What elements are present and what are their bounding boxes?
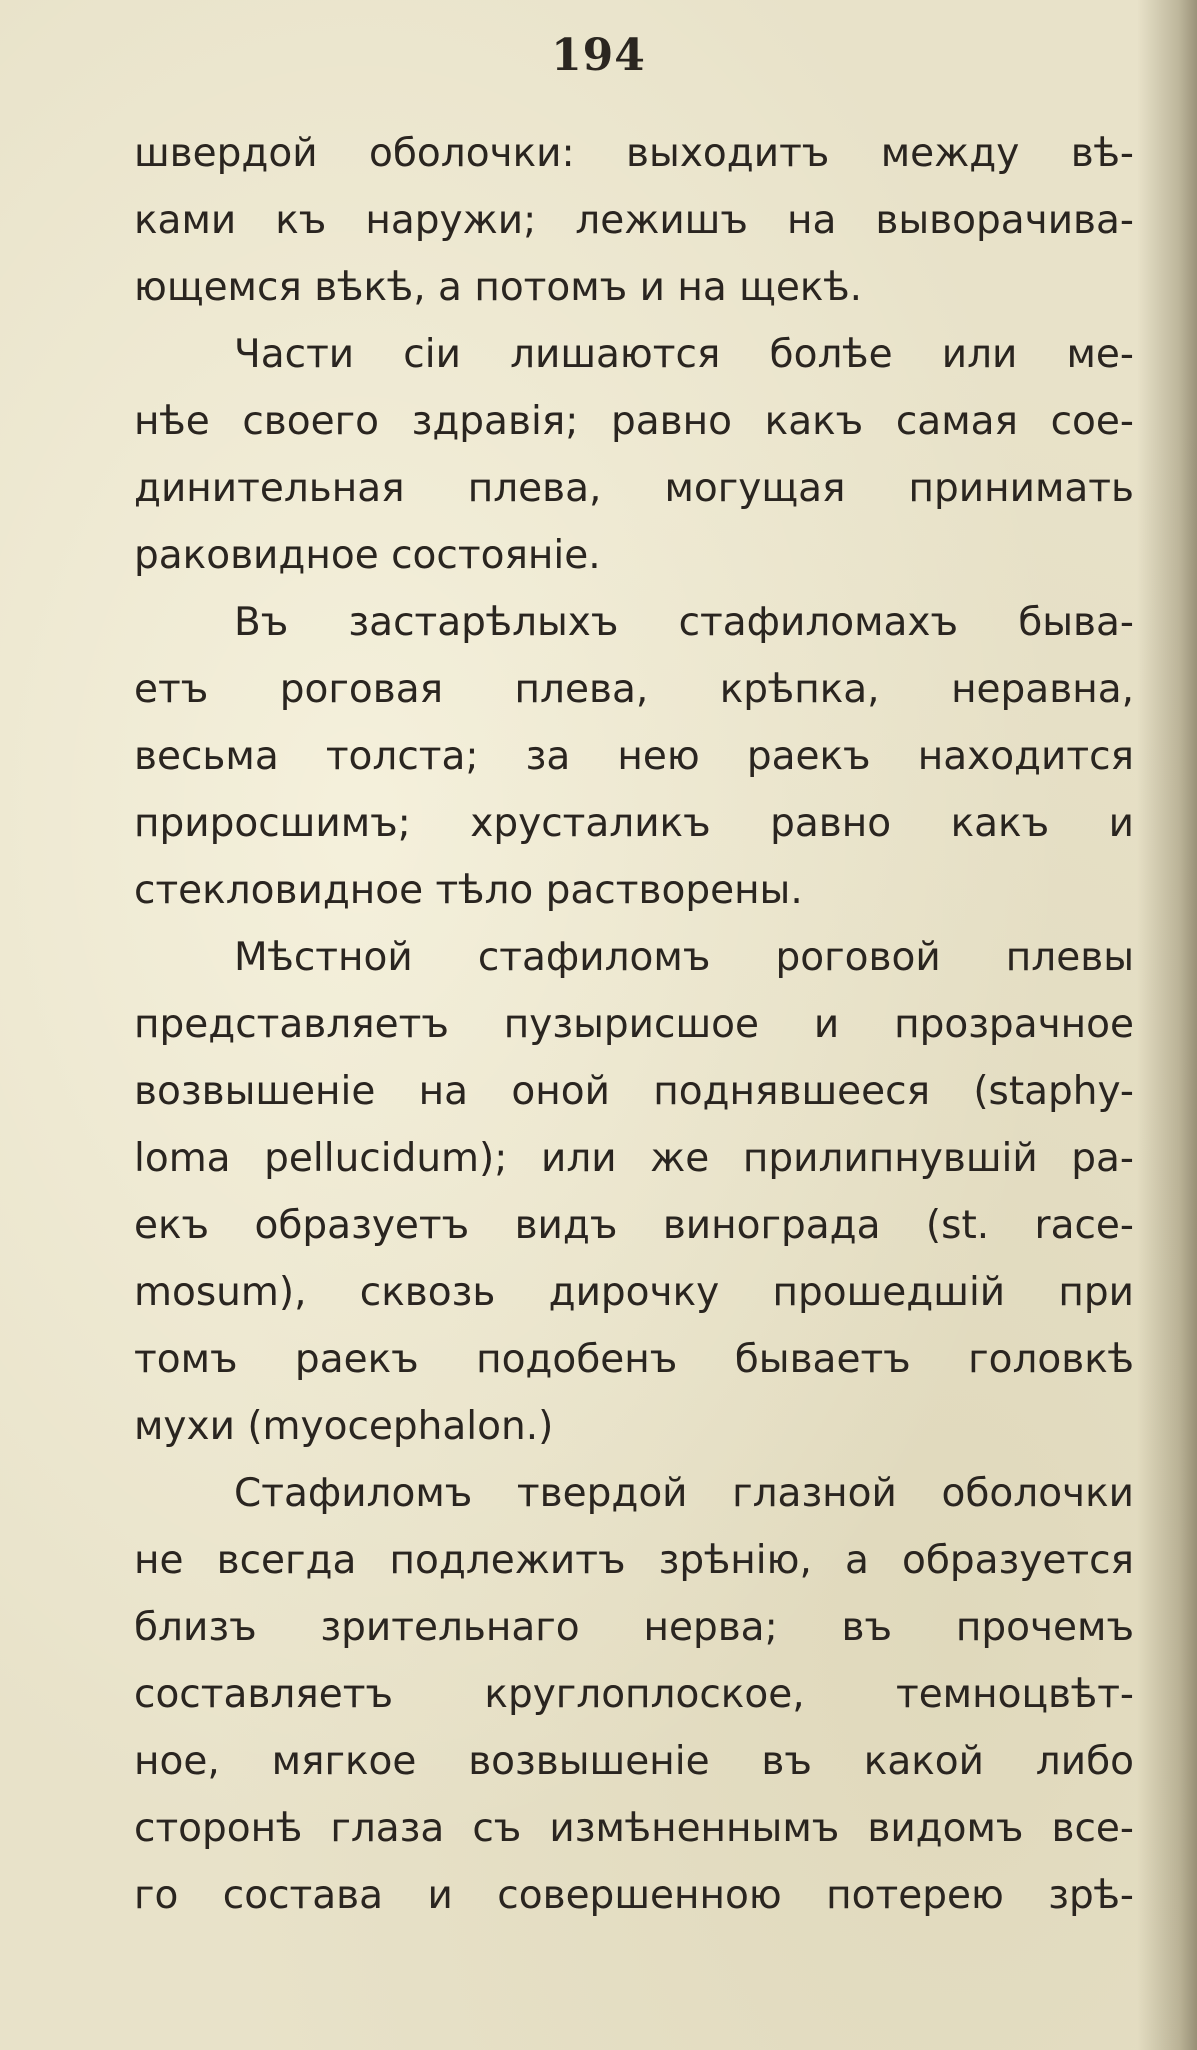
text-line: составляетъ круглоплоское, темноцвѣт- — [134, 1672, 1134, 1717]
text-line: не всегда подлежитъ зрѣнію, а образуется — [134, 1538, 1134, 1583]
text-line: mosum), сквозь дирочку прошедшій при — [134, 1270, 1134, 1315]
page-number: 194 — [551, 30, 646, 81]
paragraph-start-line: Стафиломъ твердой глазной оболочки — [234, 1471, 1134, 1516]
text-line: ное, мягкое возвышеніе въ какой либо — [134, 1739, 1134, 1784]
text-line: ющемся вѣкѣ, а потомъ и на щекѣ. — [134, 265, 863, 310]
text-line: стекловидное тѣло растворены. — [134, 868, 803, 913]
text-line: представляетъ пузырисшое и прозрачное — [134, 1002, 1134, 1047]
paragraph-start-line: Части сіи лишаются болѣе или ме- — [234, 332, 1134, 377]
text-line: нѣе своего здравія; равно какъ самая сое- — [134, 399, 1134, 444]
text-line: го состава и совершенною потерею зрѣ- — [134, 1873, 1134, 1918]
page-edge-shadow — [1137, 0, 1197, 2050]
body-text — [134, 120, 1134, 1929]
text-line: возвышеніе на оной поднявшееся (staphy- — [134, 1069, 1134, 1114]
text-line: loma pellucidum); или же прилипнувшій ра- — [134, 1136, 1134, 1181]
text-line: екъ образуетъ видъ винограда (st. race- — [134, 1203, 1134, 1248]
text-line: приросшимъ; хрусталикъ равно какъ и — [134, 801, 1134, 846]
text-line: сторонѣ глаза съ измѣненнымъ видомъ все- — [134, 1806, 1134, 1851]
text-line: весьма толста; за нею раекъ находится — [134, 734, 1134, 779]
paragraph-start-line: Мѣстной стафиломъ роговой плевы — [234, 935, 1134, 980]
text-line: етъ роговая плева, крѣпка, неравна, — [134, 667, 1134, 712]
text-line: томъ раекъ подобенъ бываетъ головкѣ — [134, 1337, 1134, 1382]
text-line: раковидное состояніе. — [134, 533, 601, 578]
text-line: динительная плева, могущая принимать — [134, 466, 1134, 511]
paragraph-start-line: Въ застарѣлыхъ стафиломахъ быва- — [234, 600, 1134, 645]
text-line: швердой оболочки: выходитъ между вѣ- — [134, 131, 1134, 176]
text-line: мухи (myocephalon.) — [134, 1404, 554, 1449]
text-line: близъ зрительнаго нерва; въ прочемъ — [134, 1605, 1134, 1650]
text-line: ками къ наружи; лежишъ на выворачива- — [134, 198, 1134, 243]
